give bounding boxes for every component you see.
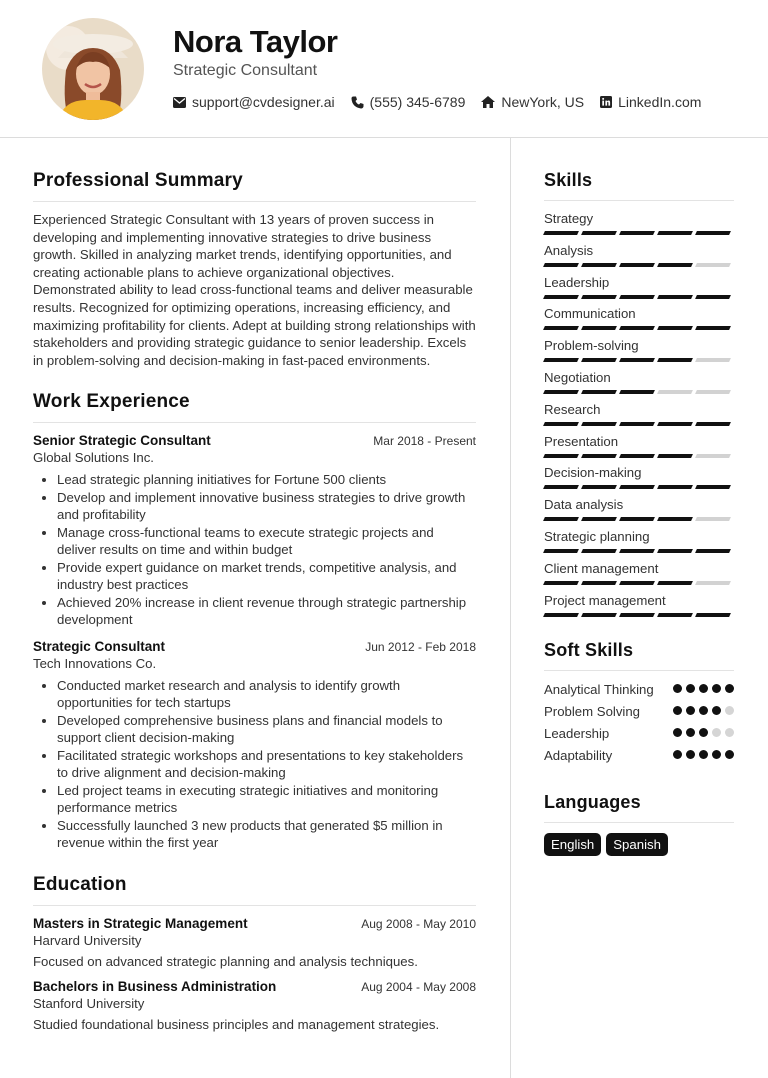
skill-level-segment <box>619 358 655 362</box>
skill-item <box>544 432 734 464</box>
soft-skill-rating <box>669 681 734 698</box>
language-badge: English <box>544 833 601 856</box>
skill-level-segment <box>657 485 693 489</box>
skill-level-segment <box>581 549 617 553</box>
job-date: Mar 2018 - Present <box>373 434 476 449</box>
skill-level-bar <box>544 326 734 330</box>
skill-level-segment <box>657 454 693 458</box>
skill-level-segment <box>657 581 693 585</box>
contact-phone[interactable] <box>351 94 466 110</box>
skill-level-segment <box>581 390 617 394</box>
skill-level-segment <box>581 295 617 299</box>
job-bullets <box>33 677 476 852</box>
skill-item <box>544 368 734 400</box>
skill-level-bar <box>544 454 734 458</box>
job-bullets <box>33 471 476 629</box>
skill-level-bar <box>544 422 734 426</box>
rating-dot <box>699 728 708 737</box>
skill-level-segment <box>695 613 731 617</box>
skill-name: Client management <box>544 560 659 576</box>
skill-level-segment <box>581 358 617 362</box>
soft-skill-rating <box>669 725 734 742</box>
soft-skill-item <box>544 725 734 742</box>
skill-level-segment <box>657 326 693 330</box>
job-bullet: • Develop and implement innovative business strategies to drive growth and profitability <box>57 489 476 524</box>
skill-level-segment <box>657 263 693 267</box>
education-entry <box>33 979 476 1032</box>
candidate-name: Nora Taylor <box>173 24 338 59</box>
email-text: support@cvdesigner.ai <box>192 94 335 110</box>
skill-name: Project management <box>544 592 666 608</box>
school-name: Harvard University <box>33 932 142 948</box>
skill-level-bar <box>544 231 734 235</box>
skill-level-segment <box>581 454 617 458</box>
skill-name: Analysis <box>544 242 594 258</box>
skill-level-bar <box>544 390 734 394</box>
skill-level-segment <box>657 517 693 521</box>
education-date: Aug 2004 - May 2008 <box>361 979 476 994</box>
column-divider <box>510 138 511 1078</box>
skill-item <box>544 400 734 432</box>
job-bullet: • Conducted market research and analysis to identify growth opportunities for tech startups <box>57 677 476 712</box>
profile-photo <box>42 18 144 120</box>
rating-dot <box>725 706 734 715</box>
skill-level-segment <box>543 454 579 458</box>
skill-level-segment <box>695 358 731 362</box>
skill-level-segment <box>581 485 617 489</box>
skill-level-bar <box>544 581 734 585</box>
job-company: Tech Innovations Co. <box>33 655 157 671</box>
skill-level-segment <box>695 549 731 553</box>
skill-level-segment <box>695 231 731 235</box>
skill-level-segment <box>581 231 617 235</box>
skill-level-segment <box>619 485 655 489</box>
skill-level-segment <box>695 581 731 585</box>
skill-level-segment <box>619 295 655 299</box>
skill-level-segment <box>657 231 693 235</box>
skill-level-segment <box>543 295 579 299</box>
rating-dot <box>699 706 708 715</box>
job-company: Global Solutions Inc. <box>33 450 154 466</box>
rating-dot <box>673 684 682 693</box>
skill-item <box>544 304 734 336</box>
skill-level-segment <box>619 454 655 458</box>
rating-dot <box>712 728 721 737</box>
skill-name: Problem-solving <box>544 338 639 354</box>
skill-level-segment <box>619 326 655 330</box>
skill-level-bar <box>544 549 734 553</box>
soft-skill-rating <box>669 703 734 720</box>
skill-level-segment <box>619 549 655 553</box>
rating-dot <box>686 750 695 759</box>
contact-row <box>173 94 717 110</box>
soft-skill-name: Analytical Thinking <box>544 682 654 698</box>
skill-level-bar <box>544 517 734 521</box>
skill-item <box>544 495 734 527</box>
skill-level-segment <box>695 517 731 521</box>
skills-heading: Skills <box>544 170 734 201</box>
rating-dot <box>686 728 695 737</box>
soft-skills-heading: Soft Skills <box>544 640 734 671</box>
skill-item <box>544 209 734 241</box>
skill-level-segment <box>543 485 579 489</box>
job-bullet: • Facilitated strategic workshops and presentations to key stakeholders to drive alignment and decision-making <box>57 747 476 782</box>
education-date: Aug 2008 - May 2010 <box>361 916 476 931</box>
job-bullet: • Lead strategic planning initiatives for Fortune 500 clients <box>57 471 476 489</box>
skill-level-segment <box>695 263 731 267</box>
skill-item <box>544 336 734 368</box>
skill-level-segment <box>619 263 655 267</box>
skill-level-segment <box>619 517 655 521</box>
rating-dot <box>673 750 682 759</box>
skill-name: Decision-making <box>544 465 642 481</box>
candidate-role: Strategic Consultant <box>173 62 318 79</box>
skill-item <box>544 273 734 305</box>
skill-level-segment <box>543 613 579 617</box>
soft-skill-item <box>544 703 734 720</box>
degree-title: Masters in Strategic Management <box>33 915 248 931</box>
contact-email[interactable] <box>173 94 335 110</box>
skill-level-segment <box>581 422 617 426</box>
rating-dot <box>686 706 695 715</box>
skill-level-segment <box>543 231 579 235</box>
skill-level-segment <box>619 613 655 617</box>
skill-level-bar <box>544 358 734 362</box>
skill-level-segment <box>543 517 579 521</box>
skill-name: Strategy <box>544 211 594 226</box>
soft-skill-name: Adaptability <box>544 748 613 764</box>
soft-skill-item <box>544 747 734 764</box>
skill-level-segment <box>657 613 693 617</box>
rating-dot <box>673 706 682 715</box>
skill-level-bar <box>544 613 734 617</box>
skill-name: Communication <box>544 306 636 322</box>
job-date: Jun 2012 - Feb 2018 <box>365 639 476 654</box>
education-heading: Education <box>33 874 476 906</box>
skill-level-bar <box>544 263 734 267</box>
skill-level-segment <box>657 549 693 553</box>
skill-level-segment <box>543 263 579 267</box>
location-text: NewYork, US <box>501 94 585 110</box>
languages-heading: Languages <box>544 792 734 823</box>
skill-name: Data analysis <box>544 497 624 513</box>
skill-item <box>544 559 734 591</box>
skill-level-segment <box>657 390 693 394</box>
skill-level-segment <box>581 326 617 330</box>
skill-level-segment <box>619 422 655 426</box>
skill-item <box>544 591 734 623</box>
rating-dot <box>686 684 695 693</box>
education-description: Focused on advanced strategic planning and analysis techniques. <box>33 953 418 969</box>
rating-dot <box>699 750 708 759</box>
contact-linkedin[interactable] <box>600 94 701 110</box>
skill-level-segment <box>619 581 655 585</box>
rating-dot <box>725 684 734 693</box>
skill-level-bar <box>544 295 734 299</box>
phone-text: (555) 345-6789 <box>369 94 466 110</box>
rating-dot <box>712 706 721 715</box>
education-entry <box>33 916 476 969</box>
rating-dot <box>673 728 682 737</box>
skill-level-segment <box>619 390 655 394</box>
skill-level-segment <box>657 295 693 299</box>
job-bullet: • Led project teams in executing strategic initiatives and monitoring performance metrics <box>57 782 476 817</box>
linkedin-icon <box>600 96 612 108</box>
degree-title: Bachelors in Business Administration <box>33 978 277 994</box>
skill-level-segment <box>581 517 617 521</box>
avatar-illustration <box>42 18 144 120</box>
job-bullet: • Achieved 20% increase in client revenue through strategic partnership development <box>57 594 476 629</box>
skill-level-segment <box>695 390 731 394</box>
soft-skill-item <box>544 681 734 698</box>
skill-level-segment <box>543 358 579 362</box>
skill-level-segment <box>695 454 731 458</box>
skill-item <box>544 463 734 495</box>
skill-level-segment <box>695 485 731 489</box>
resume-header <box>0 0 768 138</box>
rating-dot <box>699 684 708 693</box>
job-title: Strategic Consultant <box>33 638 166 654</box>
skill-name: Leadership <box>544 274 610 290</box>
linkedin-text: LinkedIn.com <box>618 94 702 110</box>
job-bullet: • Manage cross-functional teams to execute strategic projects and deliver results on time and within budget <box>57 524 476 559</box>
skill-level-segment <box>695 295 731 299</box>
soft-skill-name: Problem Solving <box>544 704 641 720</box>
language-badge: Spanish <box>606 833 668 856</box>
skill-item <box>544 527 734 559</box>
job-title: Senior Strategic Consultant <box>33 433 211 449</box>
job-bullet: • Successfully launched 3 new products that generated $5 million in revenue within the first year <box>57 817 476 852</box>
skill-name: Negotiation <box>544 369 611 385</box>
main-column <box>33 170 476 1032</box>
contact-location[interactable] <box>481 94 584 110</box>
soft-skill-rating <box>669 747 734 764</box>
skill-level-segment <box>695 422 731 426</box>
skill-level-segment <box>543 326 579 330</box>
school-name: Stanford University <box>33 995 145 1011</box>
skill-level-segment <box>543 549 579 553</box>
education-description: Studied foundational business principles and management strategies. <box>33 1016 440 1032</box>
skill-name: Research <box>544 401 601 417</box>
skill-level-bar <box>544 485 734 489</box>
job-entry <box>33 433 476 629</box>
skill-level-segment <box>657 358 693 362</box>
experience-heading: Work Experience <box>33 391 476 423</box>
skill-level-segment <box>581 263 617 267</box>
skill-level-segment <box>543 390 579 394</box>
rating-dot <box>712 684 721 693</box>
rating-dot <box>712 750 721 759</box>
skills-list <box>544 209 734 622</box>
soft-skill-name: Leadership <box>544 726 610 742</box>
envelope-icon <box>173 97 186 108</box>
skill-level-segment <box>619 231 655 235</box>
skill-level-segment <box>695 326 731 330</box>
skill-name: Strategic planning <box>544 528 650 544</box>
home-icon <box>481 96 495 108</box>
summary-heading: Professional Summary <box>33 170 476 202</box>
skill-level-segment <box>657 422 693 426</box>
skill-level-segment <box>543 422 579 426</box>
skill-item <box>544 241 734 273</box>
skill-level-segment <box>581 613 617 617</box>
side-column <box>544 170 734 856</box>
languages-list <box>544 833 734 856</box>
job-bullet: • Provide expert guidance on market trends, competitive analysis, and industry best practices <box>57 559 476 594</box>
skill-level-segment <box>581 581 617 585</box>
summary-text: Experienced Strategic Consultant with 13 years of proven success in developing and implementing innovative strategies to drive business growth. Skilled in analyzing market trends, identifying opportunities, and creating actionable plans to achieve organizational objectives. Demonstrated ability to lead cross-functional teams and deliver measurable results. Recognized for optimizing operations, increasing efficiency, and maximizing profitability for clients. Adept at building strong relationships with stakeholders and providing strategic guidance to senior leadership. Excels in problem-solving and decision-making in fast-paced environments. <box>33 212 476 368</box>
rating-dot <box>725 728 734 737</box>
skill-level-segment <box>543 581 579 585</box>
job-bullet: • Developed comprehensive business plans and financial models to support client decision-making <box>57 712 476 747</box>
phone-icon <box>351 96 364 109</box>
rating-dot <box>725 750 734 759</box>
soft-skills-list <box>544 681 734 764</box>
skill-name: Presentation <box>544 433 619 449</box>
job-entry <box>33 639 476 852</box>
